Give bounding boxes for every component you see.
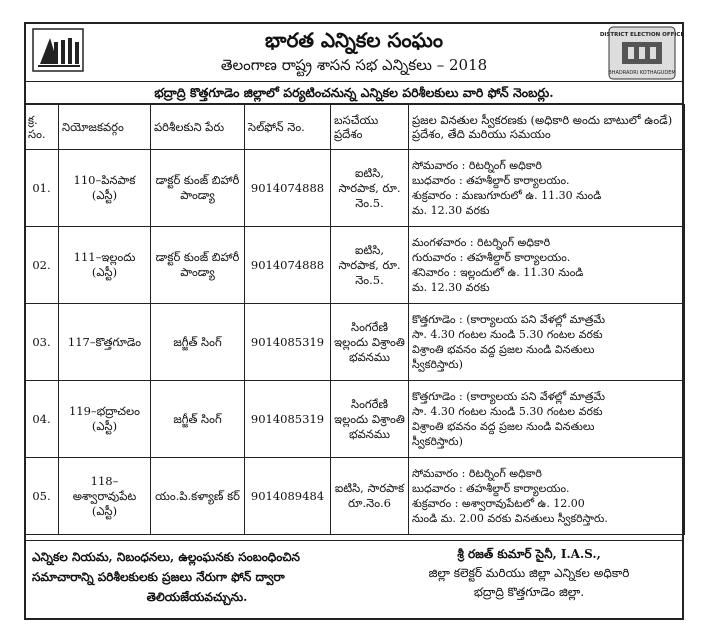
schedule-line: సోమవారం : రిటర్నింగ్ అధికారి bbox=[412, 467, 542, 480]
schedule-line: మంగళవారం : రిటర్నింగ్ అధికారి bbox=[412, 236, 551, 249]
footer-note-line: తెలియజేయవచ్చును. bbox=[146, 590, 248, 604]
cell-observer: జగ్జీత్ సింగ్ bbox=[151, 381, 245, 458]
cell-stay: ఐటిసి, సారపాక, రూ. నెం.5. bbox=[331, 150, 409, 227]
cell-phone: 9014074888 bbox=[245, 227, 331, 304]
cell-schedule bbox=[409, 150, 685, 227]
footer-note bbox=[32, 547, 362, 607]
cell-observer: డాక్టర్ కుంజ్ బిహారీ పాండ్యా bbox=[151, 150, 245, 227]
cell-stay: సింగరేణి ఇల్లందు విశ్రాంతి భవనము bbox=[331, 381, 409, 458]
cell-phone: 9014085319 bbox=[245, 304, 331, 381]
table-header-row bbox=[25, 105, 685, 150]
logo-right-line-1: DISTRICT ELECTION OFFICE bbox=[599, 32, 685, 38]
schedule-line: మ. 12.30 వరకు bbox=[412, 281, 490, 294]
cell-observer: డాక్టర్ కుంజ్ బిహారీ పాండ్యా bbox=[151, 227, 245, 304]
schedule-line: శనివారం : ఇల్లందులో ఉ. 11.30 నుండి bbox=[412, 266, 584, 279]
table-row bbox=[25, 227, 685, 304]
cell-schedule bbox=[409, 304, 685, 381]
schedule-line: విశ్రాంతి భవనం వద్ద ప్రజల నుండి వినతులు bbox=[412, 420, 595, 433]
cell-stay: ఐటిసి, సారపాక, రూ. నెం.5. bbox=[331, 227, 409, 304]
page-title: భారత ఎన్నికల సంఘం bbox=[265, 28, 443, 52]
cell-observer: యం.పి.కళ్యాణ్ కర్ bbox=[151, 458, 245, 535]
signatory-district: భద్రాద్రి కొత్తగూడెం జిల్లా. bbox=[473, 585, 585, 599]
district-election-office-logo-icon bbox=[599, 26, 685, 80]
cell-constituency: 118– అశ్వారావుపేట (ఎస్టీ) bbox=[59, 458, 151, 535]
schedule-line: శుక్రవారం : మణుగూరులో ఉ. 11.30 నుండి bbox=[412, 189, 602, 202]
cell-phone: 9014089484 bbox=[245, 458, 331, 535]
notice-header bbox=[24, 22, 684, 82]
schedule-line: బుధవారం : తహశీల్దార్ కార్యాలయం. bbox=[412, 174, 570, 187]
schedule-line: స్వీకరిస్తారు) bbox=[412, 435, 463, 448]
schedule-line: స్వీకరిస్తారు) bbox=[412, 358, 463, 371]
header-observer: పరిశీలకుని పేరు bbox=[151, 105, 245, 150]
header-phone: సెల్‌ఫోన్ నెం. bbox=[245, 105, 331, 150]
cell-stay: ఐటిసి, సారపాక రూ.నెం.6 bbox=[331, 458, 409, 535]
cell-constituency: 110–పినపాక (ఎస్టీ) bbox=[59, 150, 151, 227]
logo-right-line-2: BHADRADRI KOTHAGUDEM bbox=[608, 70, 676, 76]
table-row bbox=[25, 458, 685, 535]
cell-phone: 9014085319 bbox=[245, 381, 331, 458]
schedule-line: గురువారం : తహశీల్దార్ కార్యాలయం. bbox=[412, 251, 571, 264]
cell-sno: 02. bbox=[25, 227, 59, 304]
cell-sno: 04. bbox=[25, 381, 59, 458]
cell-sno: 01. bbox=[25, 150, 59, 227]
cell-schedule bbox=[409, 381, 685, 458]
signatory-name: శ్రీ రజత్ కుమార్ సైనీ, I.A.S., bbox=[457, 547, 601, 561]
header-stay: బసచేయు ప్రదేశం bbox=[331, 105, 409, 150]
schedule-line: శుక్రవారం : అశ్వారావుపేటలో ఉ. 12.00 bbox=[412, 497, 585, 510]
notice-footer bbox=[24, 540, 684, 620]
schedule-line: సోమవారం : రిటర్నింగ్ అధికారి bbox=[412, 159, 542, 172]
header-sno: క్ర. సం. bbox=[25, 105, 59, 150]
cell-constituency: 119–భద్రాచలం (ఎస్టీ) bbox=[59, 381, 151, 458]
cell-sno: 03. bbox=[25, 304, 59, 381]
header-constituency: నియోజకవర్గం bbox=[59, 105, 151, 150]
schedule-line: బుధవారం : తహశీల్దార్ కార్యాలయం. bbox=[412, 482, 570, 495]
cell-schedule bbox=[409, 458, 685, 535]
cell-constituency: 111–ఇల్లందు (ఎస్టీ) bbox=[59, 227, 151, 304]
schedule-line: సా. 4.30 గంటల నుండి 5.30 గంటల వరకు bbox=[412, 405, 603, 418]
schedule-line: కొత్తగూడెం : (కార్యాలయ పని వేళల్లో మాత్రమే bbox=[412, 390, 605, 403]
observer-table bbox=[24, 104, 685, 535]
schedule-line: విశ్రాంతి భవనం వద్ద ప్రజల నుండి వినతులు bbox=[412, 343, 595, 356]
page-subtitle: తెలంగాణ రాష్ట్ర శాసన సభ ఎన్నికలు – 2018 bbox=[220, 56, 488, 74]
cell-phone: 9014074888 bbox=[245, 150, 331, 227]
notice-title: భద్రాద్రి కొత్తగూడెం జిల్లాలో పర్యటించనున్న ఎన్నికల పరిశీలకులు వారి ఫోన్ నెంబర్లు. bbox=[24, 82, 684, 104]
signatory-block bbox=[384, 545, 674, 602]
schedule-line: మ. 12.30 వరకు bbox=[412, 204, 490, 217]
cell-schedule bbox=[409, 227, 685, 304]
cell-stay: సింగరేణి ఇల్లందు విశ్రాంతి భవనము bbox=[331, 304, 409, 381]
cell-constituency: 117–కొత్తగూడెం bbox=[59, 304, 151, 381]
schedule-line: కొత్తగూడెం : (కార్యాలయ పని వేళల్లో మాత్రమే bbox=[412, 313, 605, 326]
table-row bbox=[25, 381, 685, 458]
schedule-line: సా. 4.30 గంటల నుండి 5.30 గంటల వరకు bbox=[412, 328, 603, 341]
table-row bbox=[25, 150, 685, 227]
footer-note-line: సమాచారాన్ని పరిశీలకులకు ప్రజలు నేరుగా ఫోన్ ద్వారా bbox=[32, 570, 285, 584]
cell-sno: 05. bbox=[25, 458, 59, 535]
schedule-line: నుండి మ. 2.00 వరకు వినతులు స్వీకరిస్తారు. bbox=[412, 512, 608, 525]
header-schedule: ప్రజల వినతుల స్వీకరణకు (అధికారి అందు బాటులో ఉండే) ప్రదేశం, తేది మరియు సమయం bbox=[409, 105, 685, 150]
footer-note-line: ఎన్నికల నియమ, నిబంధనలు, ఉల్లంఘనకు సంబంధించిన bbox=[32, 550, 300, 564]
table-row bbox=[25, 304, 685, 381]
signatory-designation: జిల్లా కలెక్టర్ మరియు జిల్లా ఎన్నికల అధికారి bbox=[428, 566, 630, 580]
cell-observer: జగ్జీత్ సింగ్ bbox=[151, 304, 245, 381]
